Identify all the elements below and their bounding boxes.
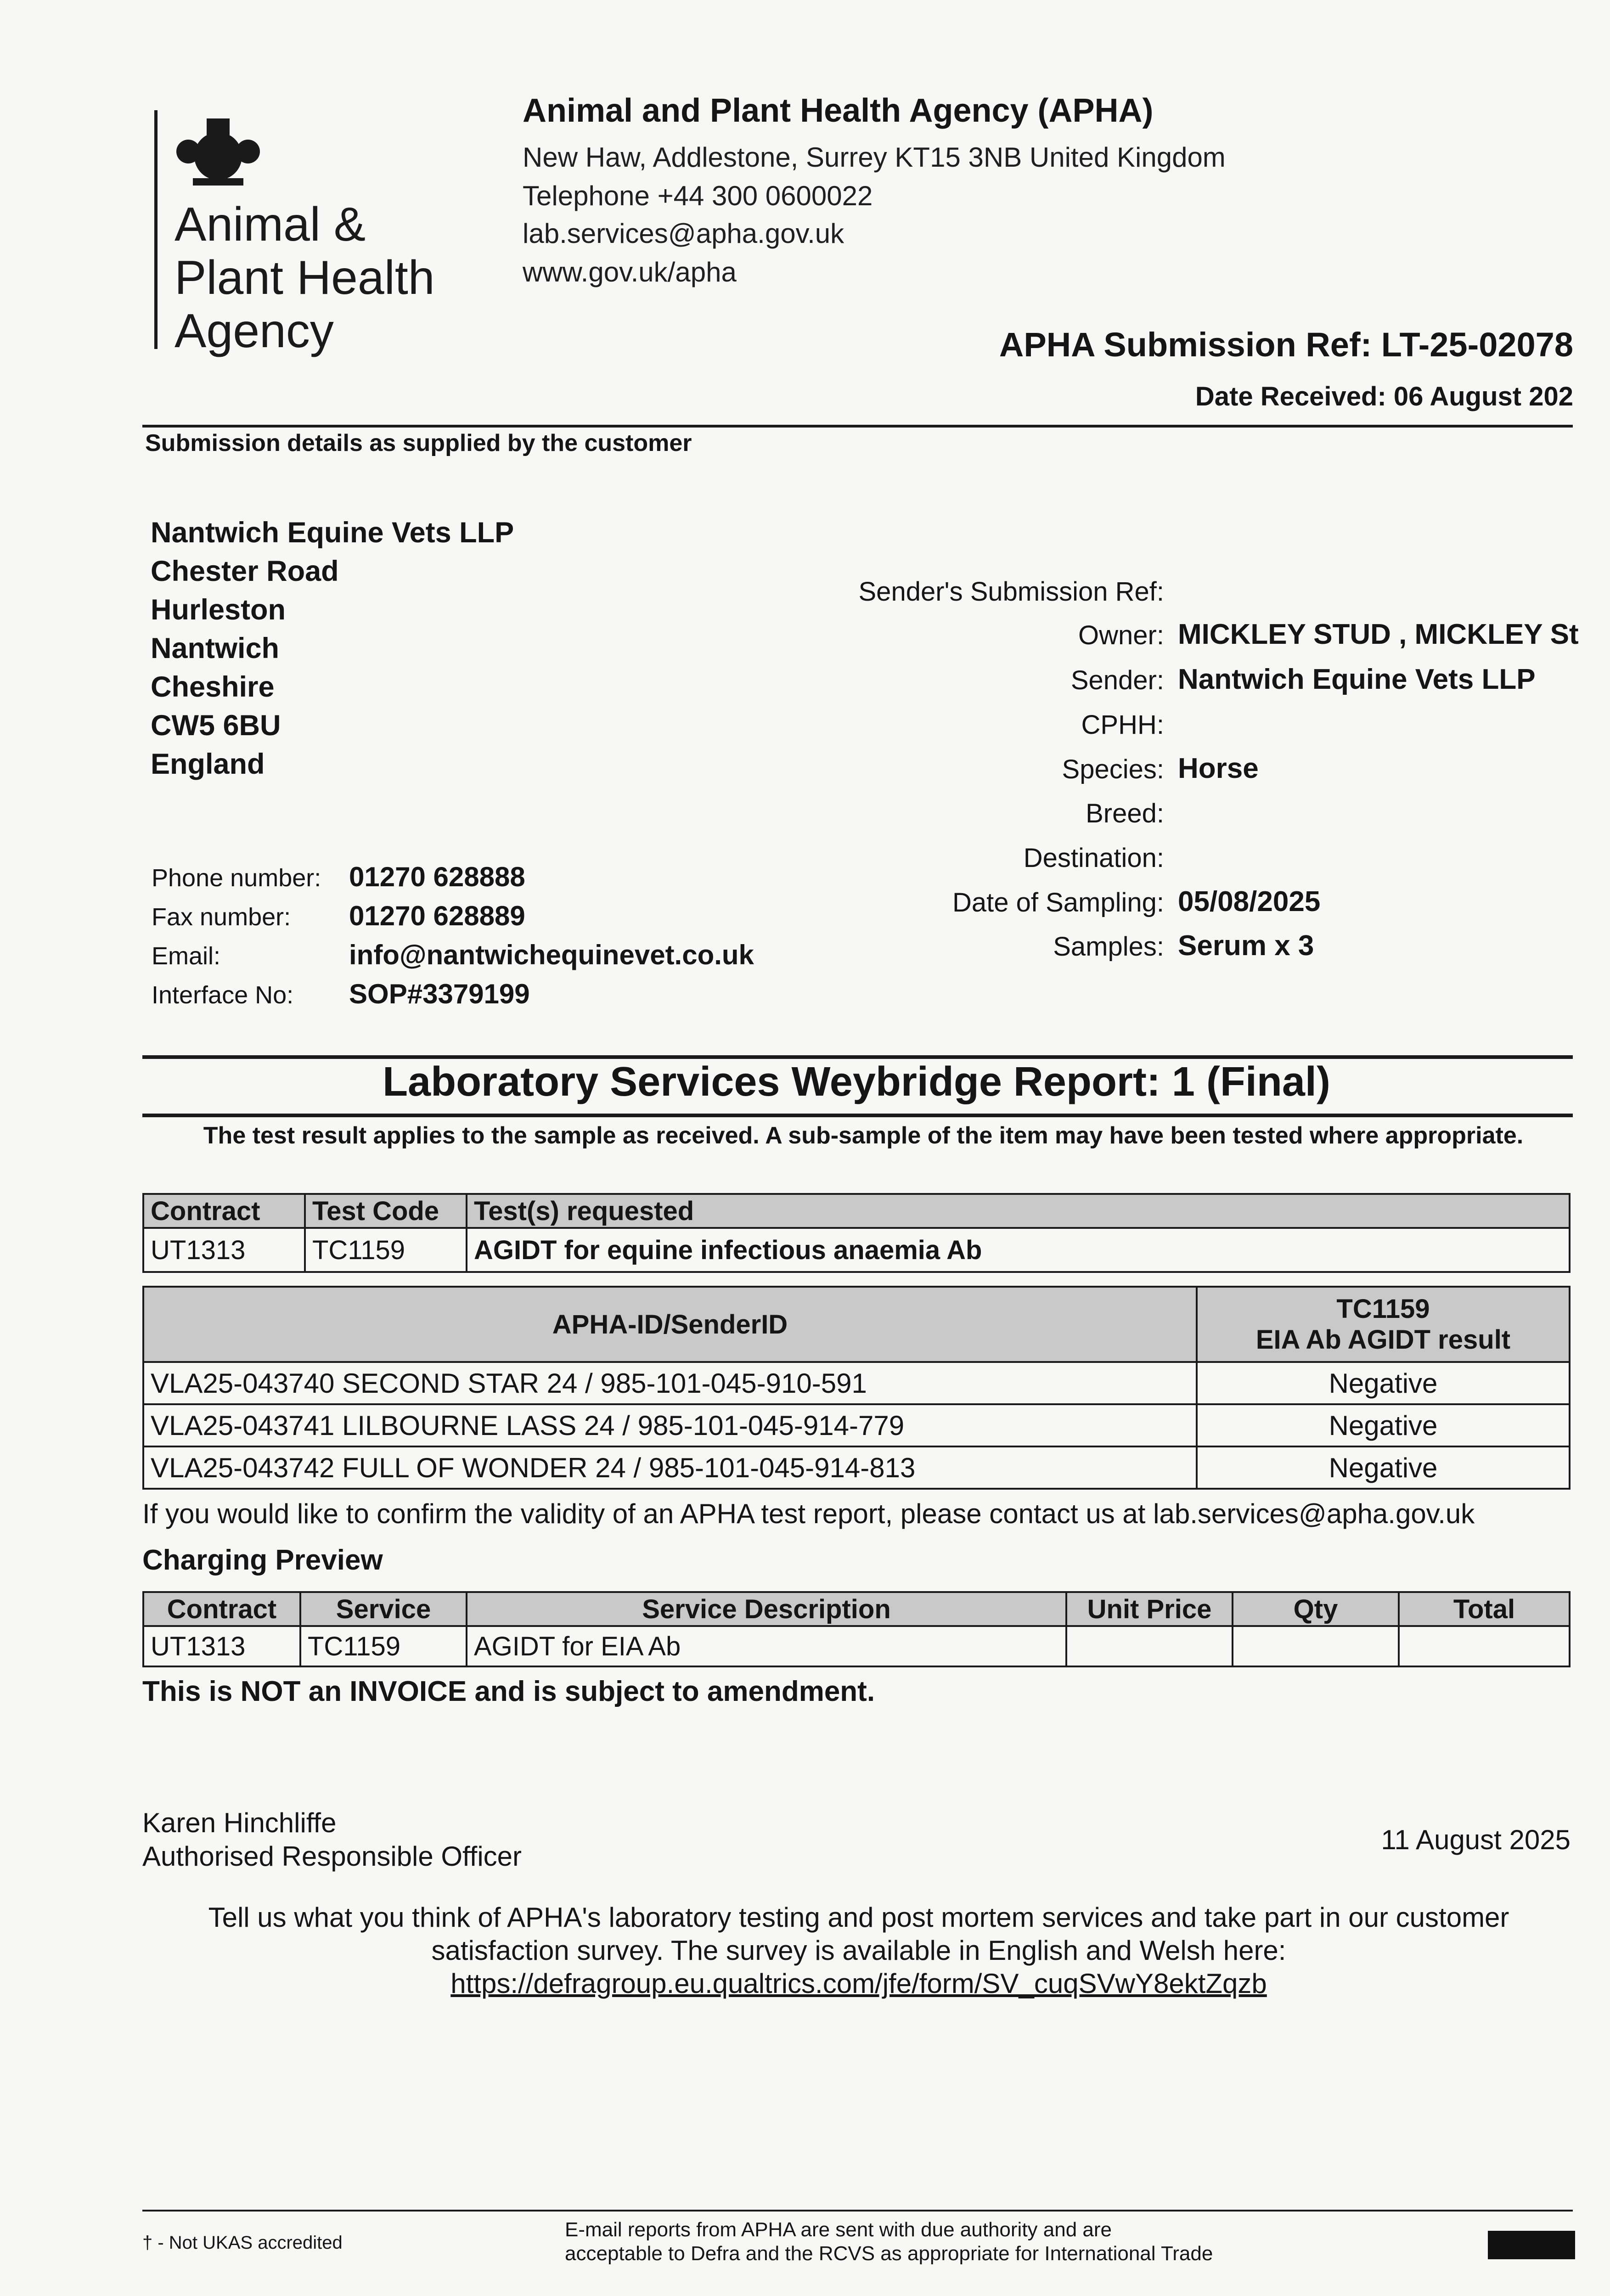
sample-result: Negative [1197,1362,1570,1404]
sender-value: Nantwich Equine Vets LLP [1178,664,1536,695]
ukas-note: † - Not UKAS accredited [142,2233,343,2253]
email-disclaimer-line: E-mail reports from APHA are sent with due authority and are [565,2218,1112,2241]
address-line: Cheshire [151,671,275,703]
email-disclaimer-line: acceptable to Defra and the RCVS as appropriate for International Trade [565,2242,1213,2265]
email-disclaimer [565,2218,1213,2266]
submission-ref: APHA Submission Ref: LT-25-02078 [999,326,1573,364]
validity-note: If you would like to confirm the validity of an APHA test report, please contact us at lab.services@apha.gov.uk [142,1498,1475,1529]
table-cell: AGIDT for equine infectious anaemia Ab [467,1228,1570,1272]
survey-text: Tell us what you think of APHA's laboratory testing and post mortem services and take part in our customer satisfaction survey. The survey is available in English and Welsh here: [208,1902,1509,1966]
royal-crest-icon [175,115,262,188]
survey-block [152,1901,1566,2000]
footer-rule [142,2210,1573,2212]
interface-row [152,978,530,1010]
table-cell: UT1313 [143,1228,305,1272]
report-disclaimer: The test result applies to the sample as received. A sub-sample of the item may have been tested where appropriate. [203,1122,1524,1149]
table-header: Unit Price [1066,1592,1233,1626]
address-line: Nantwich Equine Vets LLP [151,517,514,549]
fax-value: 01270 628889 [349,900,525,931]
sample-result: Negative [1197,1404,1570,1446]
cphh-label: CPHH: [1081,710,1164,740]
table-header-row [143,1592,1570,1626]
table-row [143,1362,1570,1404]
results-table [142,1286,1571,1490]
table-cell [1066,1626,1233,1666]
table-header-row [143,1194,1570,1228]
table-row [143,1404,1570,1446]
logo-text-line3: Agency [175,304,334,358]
charging-table [142,1591,1571,1667]
section-label: Submission details as supplied by the customer [145,430,692,456]
title-rule-bottom [142,1114,1573,1117]
table-cell: AGIDT for EIA Ab [467,1626,1066,1666]
invoice-notice: This is NOT an INVOICE and is subject to amendment. [142,1676,875,1707]
interface-label: Interface No: [152,981,294,1009]
table-header: Test Code [305,1194,467,1228]
table-header: Test(s) requested [467,1194,1570,1228]
agency-email: lab.services@apha.gov.uk [523,218,844,249]
address-line: Nantwich [151,632,280,664]
email-value: info@nantwichequinevet.co.uk [349,940,754,970]
samples-label: Samples: [1053,932,1164,962]
table-row [143,1446,1570,1489]
table-header: Service [300,1592,467,1626]
table-cell: TC1159 [305,1228,467,1272]
sample-id: VLA25-043742 FULL OF WONDER 24 / 985-101-045-914-813 [143,1446,1197,1489]
samples-value: Serum x 3 [1178,930,1314,962]
table-header: Service Description [467,1592,1066,1626]
sample-id: VLA25-043741 LILBOURNE LASS 24 / 985-101-045-914-779 [143,1404,1197,1446]
table-header: Total [1399,1592,1570,1626]
owner-label: Owner: [1078,620,1164,650]
address-line: England [151,748,265,780]
sampling-value: 05/08/2025 [1178,886,1321,917]
email-label: Email: [152,942,221,970]
breed-label: Breed: [1086,799,1164,828]
fax-label: Fax number: [152,903,291,931]
destination-label: Destination: [1023,843,1164,873]
table-cell: UT1313 [143,1626,300,1666]
phone-value: 01270 628888 [349,861,525,892]
table-cell [1233,1626,1399,1666]
agency-address: New Haw, Addlestone, Surrey KT15 3NB United Kingdom [523,142,1226,173]
logo-divider [154,110,158,349]
species-label: Species: [1062,754,1164,784]
sampling-label: Date of Sampling: [952,888,1164,917]
survey-link[interactable]: https://defragroup.eu.qualtrics.com/jfe/form/SV_cuqSVwY8ektZqzb [450,1968,1267,1999]
table-row [143,1626,1570,1666]
table-cell [1399,1626,1570,1666]
result-code-header: TC1159 [1336,1294,1430,1324]
interface-value: SOP#3379199 [349,979,530,1009]
table-header-result [1197,1287,1570,1362]
senders-ref-label: Sender's Submission Ref: [858,577,1164,607]
sender-label: Sender: [1070,665,1164,695]
species-value: Horse [1178,753,1259,784]
signer-role: Authorised Responsible Officer [142,1841,522,1872]
date-received: Date Received: 06 August 202 [1195,382,1573,411]
logo-text-line1: Animal & [175,198,366,251]
agency-name: Animal and Plant Health Agency (APHA) [523,92,1154,129]
address-line: Chester Road [151,555,339,587]
owner-value: MICKLEY STUD , MICKLEY St [1178,619,1579,650]
table-header-row [143,1287,1570,1362]
header-rule [142,425,1573,428]
logo-text-line2: Plant Health [175,251,435,304]
table-header: Contract [143,1592,300,1626]
footer-mark [1488,2231,1575,2259]
signer-name: Karen Hinchliffe [142,1807,337,1838]
charging-title: Charging Preview [142,1544,383,1576]
requests-table [142,1193,1571,1273]
report-title: Laboratory Services Weybridge Report: 1 (Final) [383,1059,1330,1105]
sample-result: Negative [1197,1446,1570,1489]
table-header: Qty [1233,1592,1399,1626]
agency-telephone: Telephone +44 300 0600022 [523,180,873,211]
phone-label: Phone number: [152,864,321,892]
table-row [143,1228,1570,1272]
sign-date: 11 August 2025 [1381,1824,1571,1855]
address-line: Hurleston [151,594,286,626]
table-header: APHA-ID/SenderID [143,1287,1197,1362]
agency-website: www.gov.uk/apha [523,257,737,287]
sample-id: VLA25-043740 SECOND STAR 24 / 985-101-045-910-591 [143,1362,1197,1404]
table-cell: TC1159 [300,1626,467,1666]
table-header: Contract [143,1194,305,1228]
address-line: CW5 6BU [151,709,281,742]
result-name-header: EIA Ab AGIDT result [1255,1325,1511,1355]
